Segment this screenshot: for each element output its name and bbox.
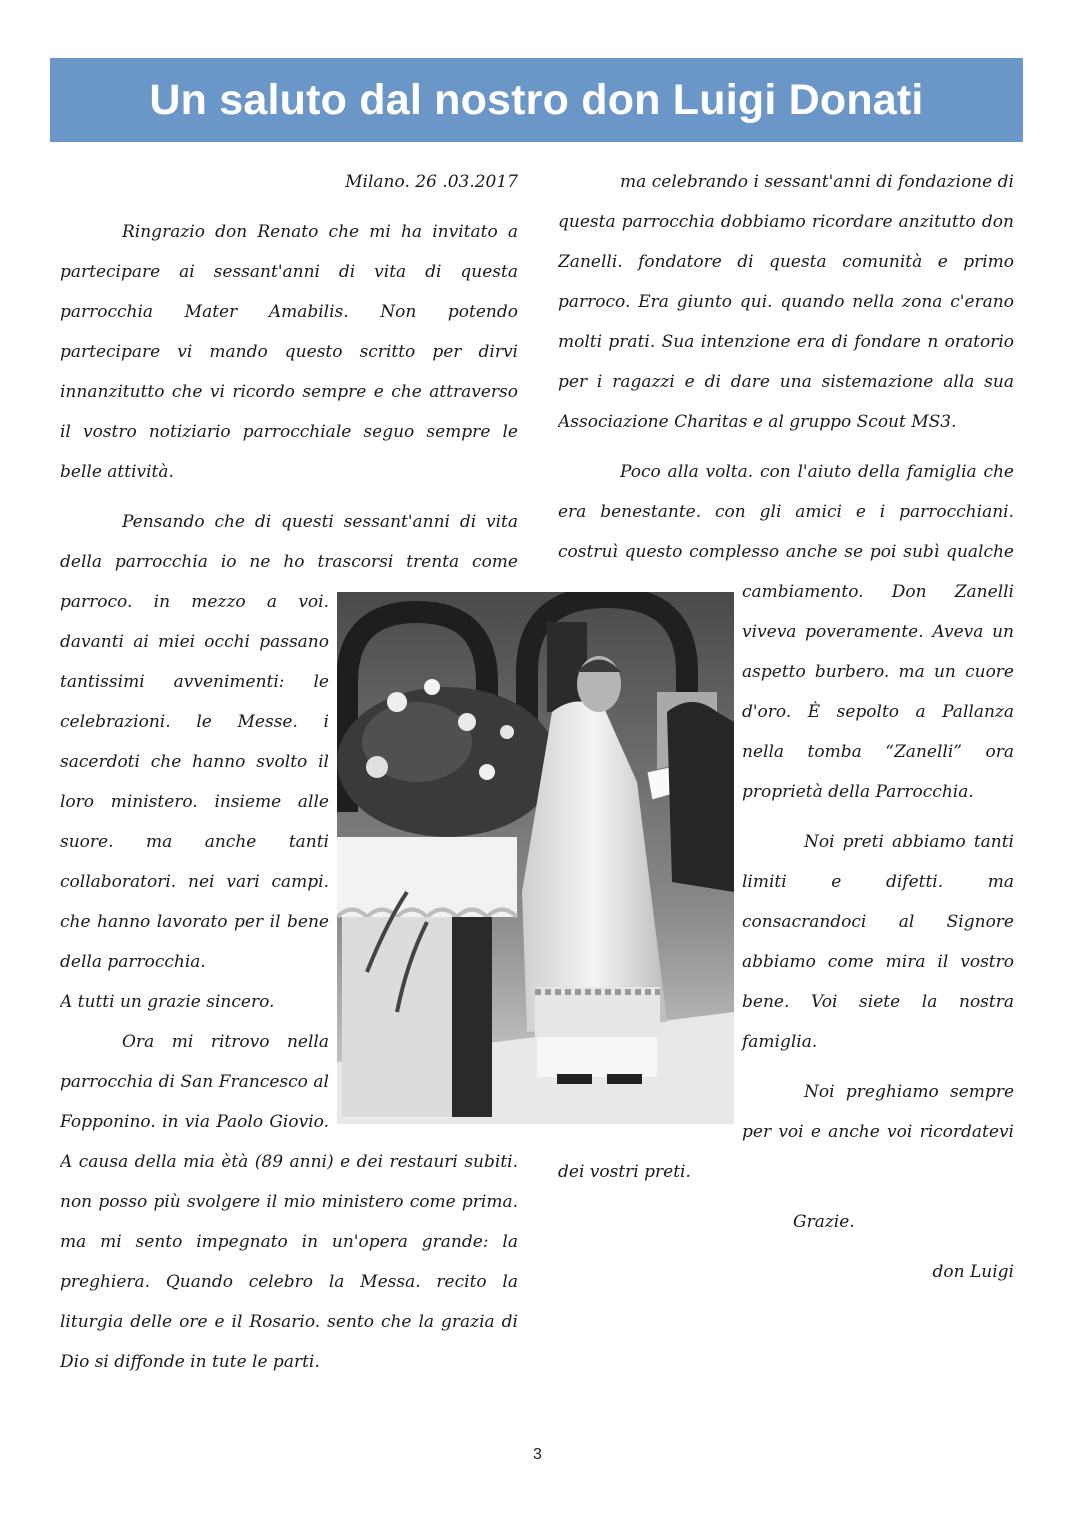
- paragraph: Noi preti abbiamo tanti limiti e difetti. ma consacrandoci al Signore abbiamo come mira il vostro bene. Voi siete la nostra famiglia.: [742, 832, 1014, 1052]
- page-title: Un saluto dal nostro don Luigi Donati: [149, 75, 924, 124]
- page-number: 3: [533, 1446, 542, 1463]
- paragraph: Poco alla volta. con l'aiuto della famiglia che era benestante. con gli amici e i parrocchiani. costruì questo complesso anche se poi subì qualche cambiamento. Don Zanelli viveva poveramente. Aveva un aspetto burbero. ma un cuore d'oro. È sepolto a Pallanza nella tomba “Zanelli” ora proprietà della Parrocchia.: [558, 462, 1014, 802]
- photo-wrap-spacer: [558, 592, 742, 1132]
- paragraph: ma celebrando i sessant'anni di fondazione di questa parrocchia dobbiamo ricordare anzitutto don Zanelli. fondatore di questa comunità e primo parroco. Era giunto qui. quando nella zona c'erano molti prati. Sua intenzione era di fondare n oratorio per i ragazzi e di dare una sistemazione alla sua Associazione Charitas e al gruppo Scout MS3.: [558, 172, 1014, 432]
- paragraph: Noi preghiamo sempre per voi e anche voi ricordatevi dei vostri preti.: [558, 1082, 1014, 1182]
- paragraph: Ringrazio don Renato che mi ha invitato a partecipare ai sessant'anni di vita di questa parrocchia Mater Amabilis. Non potendo partecipare vi mando questo scritto per dirvi innanzitutto che vi ricordo sempre e che attraverso il vostro notiziario parrocchiale seguo sempre le belle attività.: [60, 222, 518, 482]
- left-column: [60, 162, 518, 1452]
- right-column: [558, 162, 1014, 1452]
- photo-wrap-spacer: [329, 592, 518, 1132]
- signature: don Luigi: [932, 1262, 1014, 1282]
- paragraph: A tutti un grazie sincero.: [60, 992, 275, 1012]
- title-banner: [50, 58, 1023, 142]
- paragraph: Ora mi ritrovo nella parrocchia di San Francesco al Fopponino. in via Paolo Giovio. A causa della mia ètà (89 anni) e dei restauri subiti. non posso più svolgere il mio ministero come prima. ma mi sento impegnato in un'opera grande: la preghiera. Quando celebro la Messa. recito la liturgia delle ore e il Rosario. sento che la grazia di Dio si diffonde in tute le parti.: [60, 1032, 518, 1372]
- letter-date: Milano. 26 .03.2017: [345, 172, 518, 192]
- closing-thanks: Grazie.: [793, 1212, 855, 1232]
- paragraph: Pensando che di questi sessant'anni di vita della parrocchia io ne ho trascorsi trenta come parroco. in mezzo a voi. davanti ai miei occhi passano tantissimi avvenimenti: le celebrazioni. le Messe. i sacerdoti che hanno svolto il loro ministero. insieme alle suore. ma anche tanti collaboratori. nei vari campi. che hanno lavorato per il bene della parrocchia.: [60, 512, 518, 972]
